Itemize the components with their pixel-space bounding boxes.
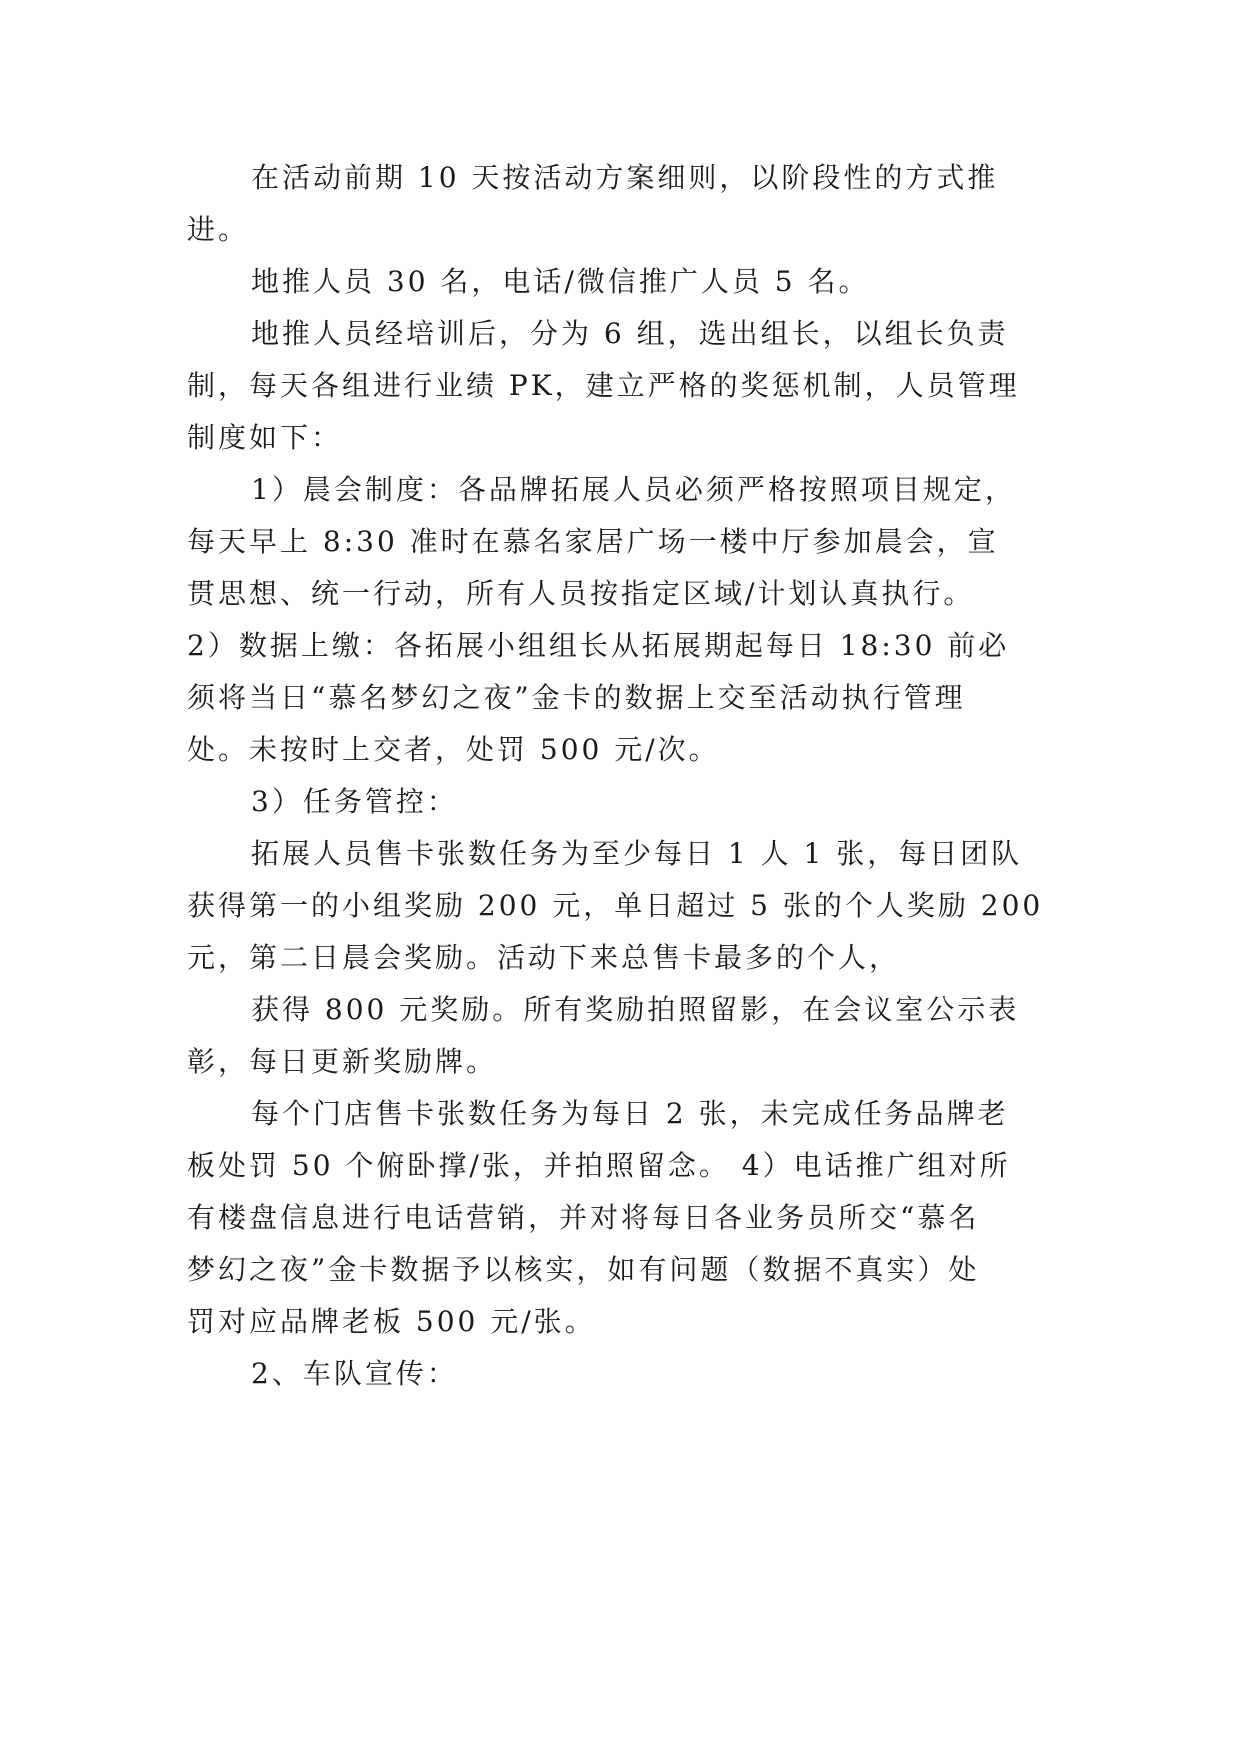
paragraph-line: 每个门店售卡张数任务为每日 2 张，未完成任务品牌老 [251, 1097, 1009, 1130]
paragraph-line: 每天早上 8:30 准时在慕名家居广场一楼中厅参加晨会，宣 [187, 525, 999, 558]
paragraph-line: 1）晨会制度：各品牌拓展人员必须严格按照项目规定， [251, 473, 1016, 506]
paragraph-line: 彰，每日更新奖励牌。 [187, 1045, 498, 1078]
paragraph-line: 元，第二日晨会奖励。活动下来总售卡最多的个人， [187, 941, 901, 974]
paragraph-line: 须将当日“慕名梦幻之夜”金卡的数据上交至活动执行管理 [187, 681, 966, 714]
paragraph-line: 3）任务管控： [251, 785, 458, 818]
paragraph-line: 处。未按时上交者，处罚 500 元/次。 [187, 733, 720, 766]
paragraph-line: 制度如下： [187, 421, 343, 454]
paragraph-line: 获得 800 元奖励。所有奖励拍照留影，在会议室公示表 [251, 993, 1020, 1026]
paragraph-line: 贯思想、统一行动，所有人员按指定区域/计划认真执行。 [187, 577, 975, 610]
paragraph-line: 地推人员 30 名，电话/微信推广人员 5 名。 [251, 265, 870, 298]
paragraph-line: 获得第一的小组奖励 200 元，单日超过 5 张的个人奖励 200 [187, 889, 1044, 922]
paragraph-line: 板处罚 50 个俯卧撑/张，并拍照留念。 4）电话推广组对所 [187, 1149, 1011, 1182]
paragraph-line: 2）数据上缴：各拓展小组组长从拓展期起每日 18:30 前必 [187, 629, 1010, 662]
paragraph-line: 在活动前期 10 天按活动方案细则，以阶段性的方式推 [251, 161, 999, 194]
paragraph-line: 梦幻之夜”金卡数据予以核实，如有问题（数据不真实）处 [187, 1253, 980, 1286]
paragraph-line: 地推人员经培训后，分为 6 组，选出组长，以组长负责 [251, 317, 1009, 350]
section-heading: 2、车队宣传： [251, 1357, 458, 1390]
paragraph-line: 进。 [187, 213, 250, 246]
paragraph-line: 有楼盘信息进行电话营销，并对将每日各业务员所交“慕名 [187, 1201, 980, 1234]
paragraph-line: 罚对应品牌老板 500 元/张。 [187, 1305, 596, 1338]
paragraph-line: 制，每天各组进行业绩 PK，建立严格的奖惩机制，人员管理 [187, 369, 1020, 402]
paragraph-line: 拓展人员售卡张数任务为至少每日 1 人 1 张，每日团队 [251, 837, 1023, 870]
